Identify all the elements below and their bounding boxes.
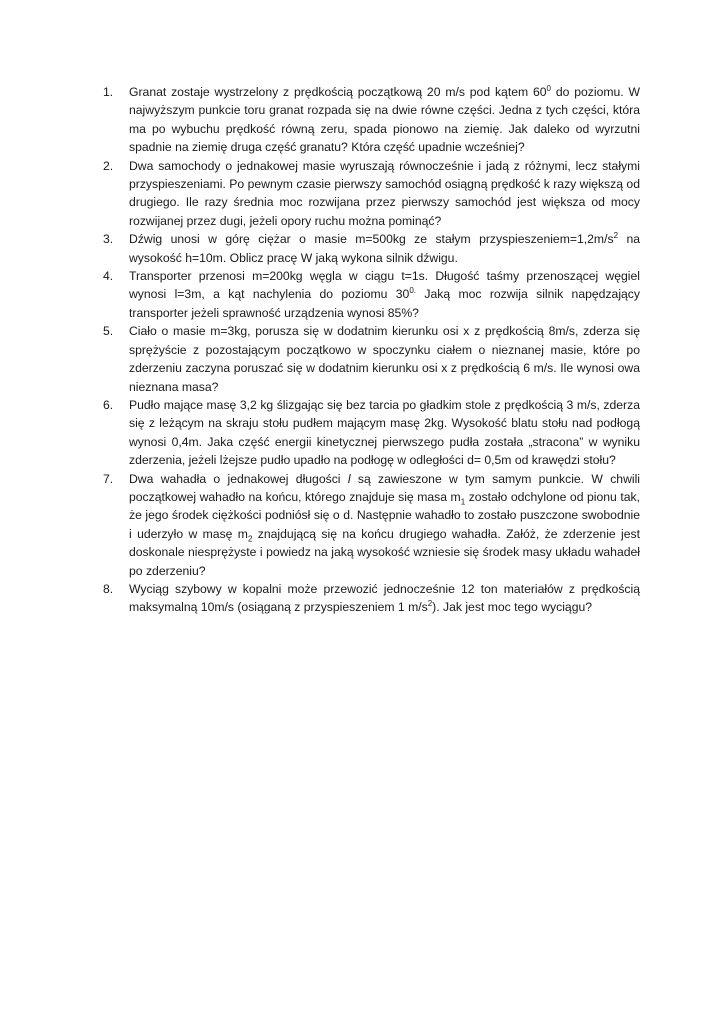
superscript: 0: [546, 83, 551, 93]
problem-number: 2.: [103, 158, 114, 173]
problem-text: Dwa samochody o jednakowej masie wyruszają równocześnie i jadą z różnymi, lecz stałymi przyspieszeniami. Po pewnym czasie pierwszy samochód osiągną prędkość k razy większą od drugiego. Ile razy średnia moc rozwijana przez pierwszy samochód jest większa od mocy rozwijanej przez dugi, jeżeli opory ruchu można pominąć?: [129, 158, 640, 228]
problem-text: Transporter przenosi m=200kg węgla w ciągu t=1s. Długość taśmy przenoszącej węgiel wynosi l=3m, a kąt nachylenia do poziomu $30^{0.}$ Jaką moc rozwija silnik napędzający transporter jeżeli sprawność urządzenia wynosi 85%?: [129, 269, 640, 320]
problem-8: [103, 580, 640, 617]
superscript: 2: [613, 231, 619, 241]
subscript: 1: [460, 497, 466, 507]
problem-number: 1.: [103, 85, 114, 99]
problem-text: Granat zostaje wystrzelony z prędkością początkową 20 m/s pod kątem $60^0$ do poziomu. W najwyższym punkcie toru granat rozpada się na dwie równe części. Jedna z tych części, która ma po wybuchu prędkość równą zeru, spada pionowo na ziemię. Jak daleko od wyrzutni spadnie na ziemię druga część granatu? Która część upadnie wcześniej?: [129, 83, 640, 155]
problem-number: 5.: [103, 324, 114, 339]
problem-4: [103, 267, 640, 322]
problem-number: 3.: [103, 232, 114, 247]
italic-symbol: l: [347, 471, 351, 486]
problem-1: [103, 83, 640, 157]
problem-6: [103, 396, 640, 470]
problem-3: [103, 230, 640, 267]
superscript: 2: [427, 599, 433, 609]
problem-number: 4.: [103, 269, 114, 284]
problem-number: 6.: [103, 397, 114, 412]
problem-number: 7.: [103, 471, 114, 486]
problem-2: [103, 157, 640, 231]
problem-text: Ciało o masie m=3kg, porusza się w dodatnim kierunku osi x z prędkością 8m/s, zderza się sprężyście z pozostającym początkowo w spoczynku ciałem o nieznanej masie, które po zderzeniu zaczyna poruszać się w dodatnim kierunku osi x z prędkością 6 m/s. Ile wynosi owa nieznana masa?: [129, 324, 640, 394]
problem-text: Wyciąg szybowy w kopalni może przewozić jednocześnie 12 ton materiałów z prędkością maksymalną 10m/s (osiąganą z przyspieszeniem 1 $m/s^2$). Jak jest moc tego wyciągu?: [129, 581, 640, 615]
problem-text: Dźwig unosi w górę ciężar o masie m=500kg ze stałym $przyspieszeniem=1,2m/s^2$ na wysokość h=10m. Oblicz pracę W jaką wykona silnik dźwigu.: [129, 231, 640, 265]
problem-5: [103, 322, 640, 396]
problem-list: [103, 83, 640, 617]
superscript: 0.: [409, 286, 417, 296]
problem-number: 8.: [103, 581, 114, 596]
problem-text: Pudło mające masę 3,2 kg ślizgając się bez tarcia po gładkim stole z prędkością 3 m/s, zderza się z leżącym na skraju stołu pudłem mającym masę 2kg. Wysokość blatu stołu nad podłogą wynosi 0,4m. Jaka część energii kinetycznej pierwszego pudła została „stracona” w wyniku zderzenia, jeżeli lżejsze pudło upadło na podłogę w odległości d= 0,5m od krawędzi stołu?: [129, 397, 640, 468]
problem-7: [103, 470, 640, 580]
subscript: 2: [247, 534, 253, 544]
problem-text: Dwa wahadła o jednakowej długości l są zawieszone w tym samym punkcie. W chwili początkowej wahadło na końcu, którego znajduje się masa $m_1$ zostało odchylone od pionu tak, że jego środek ciężkości podniósł się o d. Następnie wahadło to zostało puszczone swobodnie i uderzyło w masę $m_2$ znajdującą się na końcu drugiego wahadła. Załóż, że zderzenie jest doskonale niesprężyste i powiedz na jaką wysokość wzniesie się środek masy układu wahadeł po zderzeniu?: [129, 471, 641, 578]
